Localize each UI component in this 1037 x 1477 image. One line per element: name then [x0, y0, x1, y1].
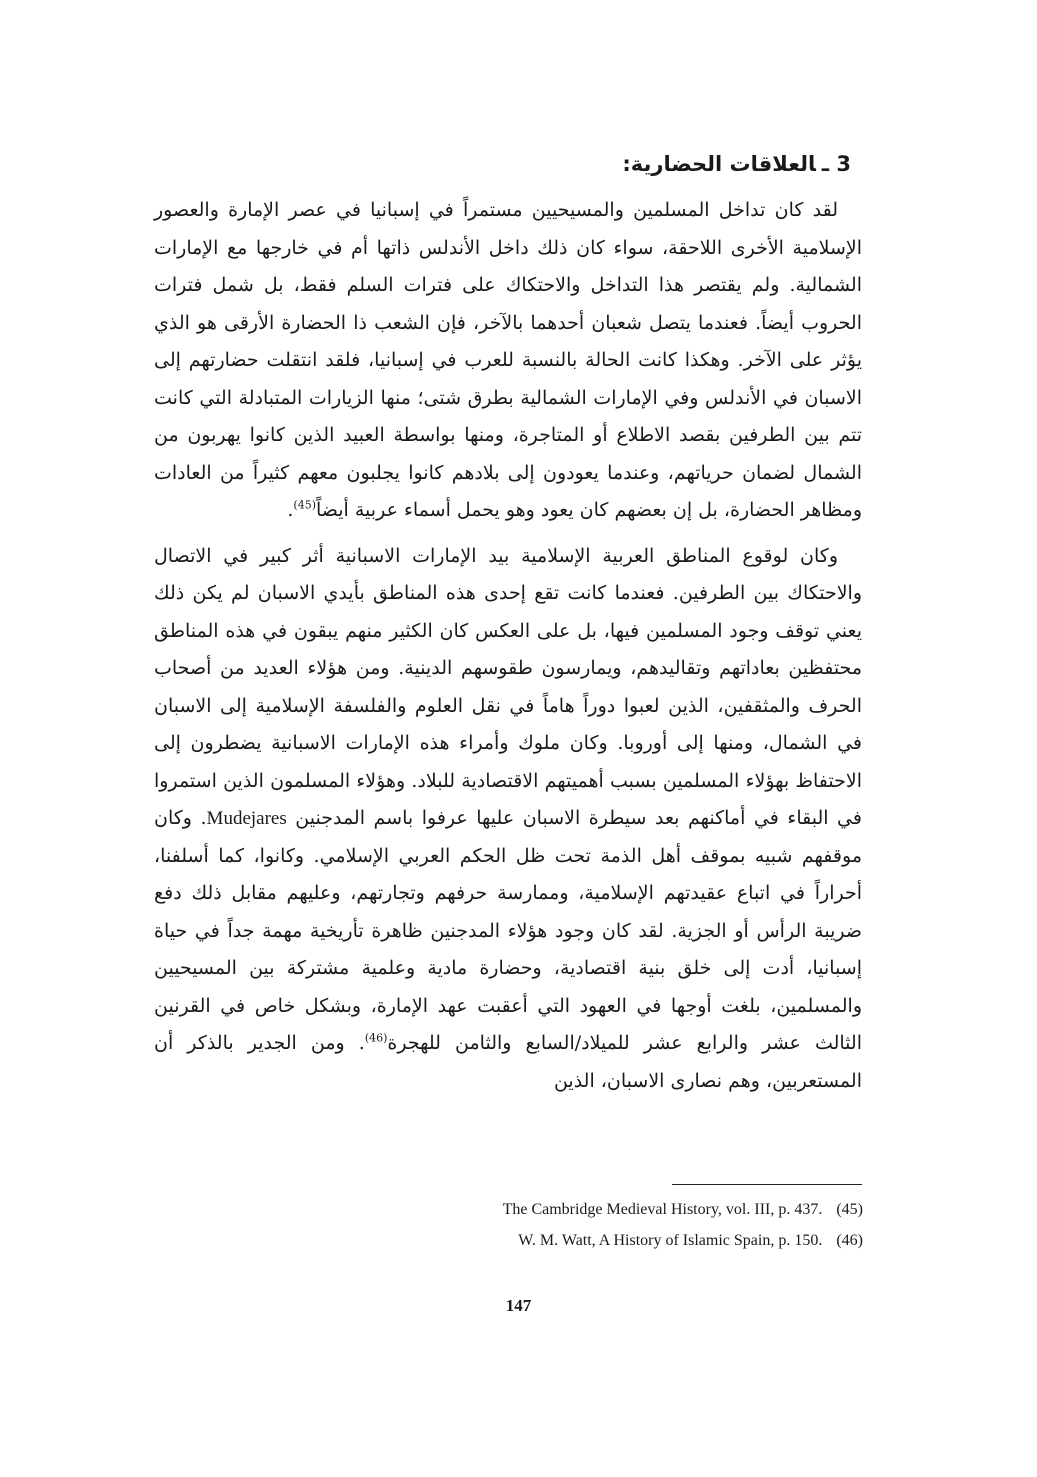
paragraph-1: [154, 192, 862, 530]
paragraph-2-text-before: وكان لوقوع المناطق العربية الإسلامية بيد الإمارات الاسبانية أثر كبير في الاتصال والاحتكاك بين الطرفين. فعندما كانت تقع إحدى هذه المناطق بأيدي الاسبان لم يكن ذلك يعني توقف وجود المسلمين فيها، بل على العكس كان الكثير منهم يبقون في هذه المناطق محتفظين بعاداتهم وتقاليدهم، ويمارسون طقوسهم الدينية. ومن هؤلاء العديد من أصحاب الحرف والمثقفين، الذين لعبوا دوراً هاماً في نقل العلوم والفلسفة الإسلامية إلى الاسبان في الشمال، ومنها إلى أوروبا. وكان ملوك وأمراء هذه الإمارات الاسبانية يضطرون إلى الاحتفاظ بهؤلاء المسلمين بسبب أهميتهم الاقتصادية للبلاد. وهؤلاء المسلمون الذين استمروا في البقاء في أماكنهم بعد سيطرة الاسبان عليها عرفوا باسم المدجنين: [154, 544, 862, 829]
section-heading: [622, 148, 851, 180]
latin-term: Mudejares: [206, 808, 287, 829]
footnote-ref-45: (45): [293, 498, 316, 512]
footnote-text: The Cambridge Medieval History, vol. III, p. 437.: [502, 1201, 823, 1218]
paragraph-1-text: لقد كان تداخل المسلمين والمسيحيين مستمراً في إسبانيا في عصر الإمارة والعصور الإسلامية الأخرى اللاحقة، سواء كان ذلك داخل الأندلس ذاتها أم في خارجها مع الإمارات الشمالية. ولم يقتصر هذا التداخل والاحتكاك على فترات السلم فقط، بل شمل فترات الحروب أيضاً. فعندما يتصل شعبان أحدهما بالآخر، فإن الشعب ذا الحضارة الأرقى هو الذي يؤثر على الآخر. وهكذا كانت الحالة بالنسبة للعرب في إسبانيا، فلقد انتقلت حضارتهم إلى الاسبان في الأندلس وفي الإمارات الشمالية بطرق شتى؛ منها الزيارات المتبادلة التي كانت تتم بين الطرفين بقصد الاطلاع أو المتاجرة، ومنها بواسطة العبيد الذين كانوا يهربون من الشمال لضمان حرياتهم، وعندما يعودون إلى بلادهم كانوا يجلبون معهم كثيراً من العادات ومظاهر الحضارة، بل إن بعضهم كان يعود وهو يحمل أسماء عربية أيضاً: [154, 199, 862, 521]
body-text: [154, 192, 862, 1100]
page-number: 147: [505, 1296, 532, 1315]
footnote-ref-46: (46): [364, 1031, 388, 1045]
footnote-text: W. M. Watt, A History of Islamic Spain, p. 150.: [518, 1232, 823, 1249]
footnote-number: (45): [836, 1201, 863, 1218]
footnote-46: [393, 1225, 863, 1256]
paragraph-2-text-after: . وكان موقفهم شبيه بموقف أهل الذمة تحت ظل الحكم العربي الإسلامي. وكانوا، كما أسلفنا، أحراراً في اتباع عقيدتهم الإسلامية، وممارسة حرفهم وتجارتهم، وعليهم مقابل ذلك دفع ضريبة الرأس أو الجزية. لقد كان وجود هؤلاء المدجنين ظاهرة تأريخية مهمة جداً في حياة إسبانيا، أدت إلى خلق بنية اقتصادية، وحضارة مادية وعلمية مشتركة بين المسيحيين والمسلمين، بلغت أوجها في العهود التي أعقبت عهد الإمارة، وبشكل خاص في القرنين الثالث عشر والرابع عشر للميلاد/السابع والثامن للهجرة: [154, 807, 862, 1054]
footnotes: [393, 1194, 863, 1256]
footnote-45: [393, 1194, 863, 1225]
paragraph-1-tail: .: [287, 499, 294, 521]
paragraph-2: [154, 538, 862, 1101]
footnote-separator: [672, 1184, 862, 1185]
paragraph-2-tail: . ومن الجدير بالذكر أن المستعربين، وهم نصارى الاسبان، الذين: [154, 1032, 862, 1092]
section-number: 3 ـ: [821, 152, 851, 176]
footnote-number: (46): [836, 1232, 863, 1249]
section-title: العلاقات الحضارية:: [622, 152, 816, 176]
